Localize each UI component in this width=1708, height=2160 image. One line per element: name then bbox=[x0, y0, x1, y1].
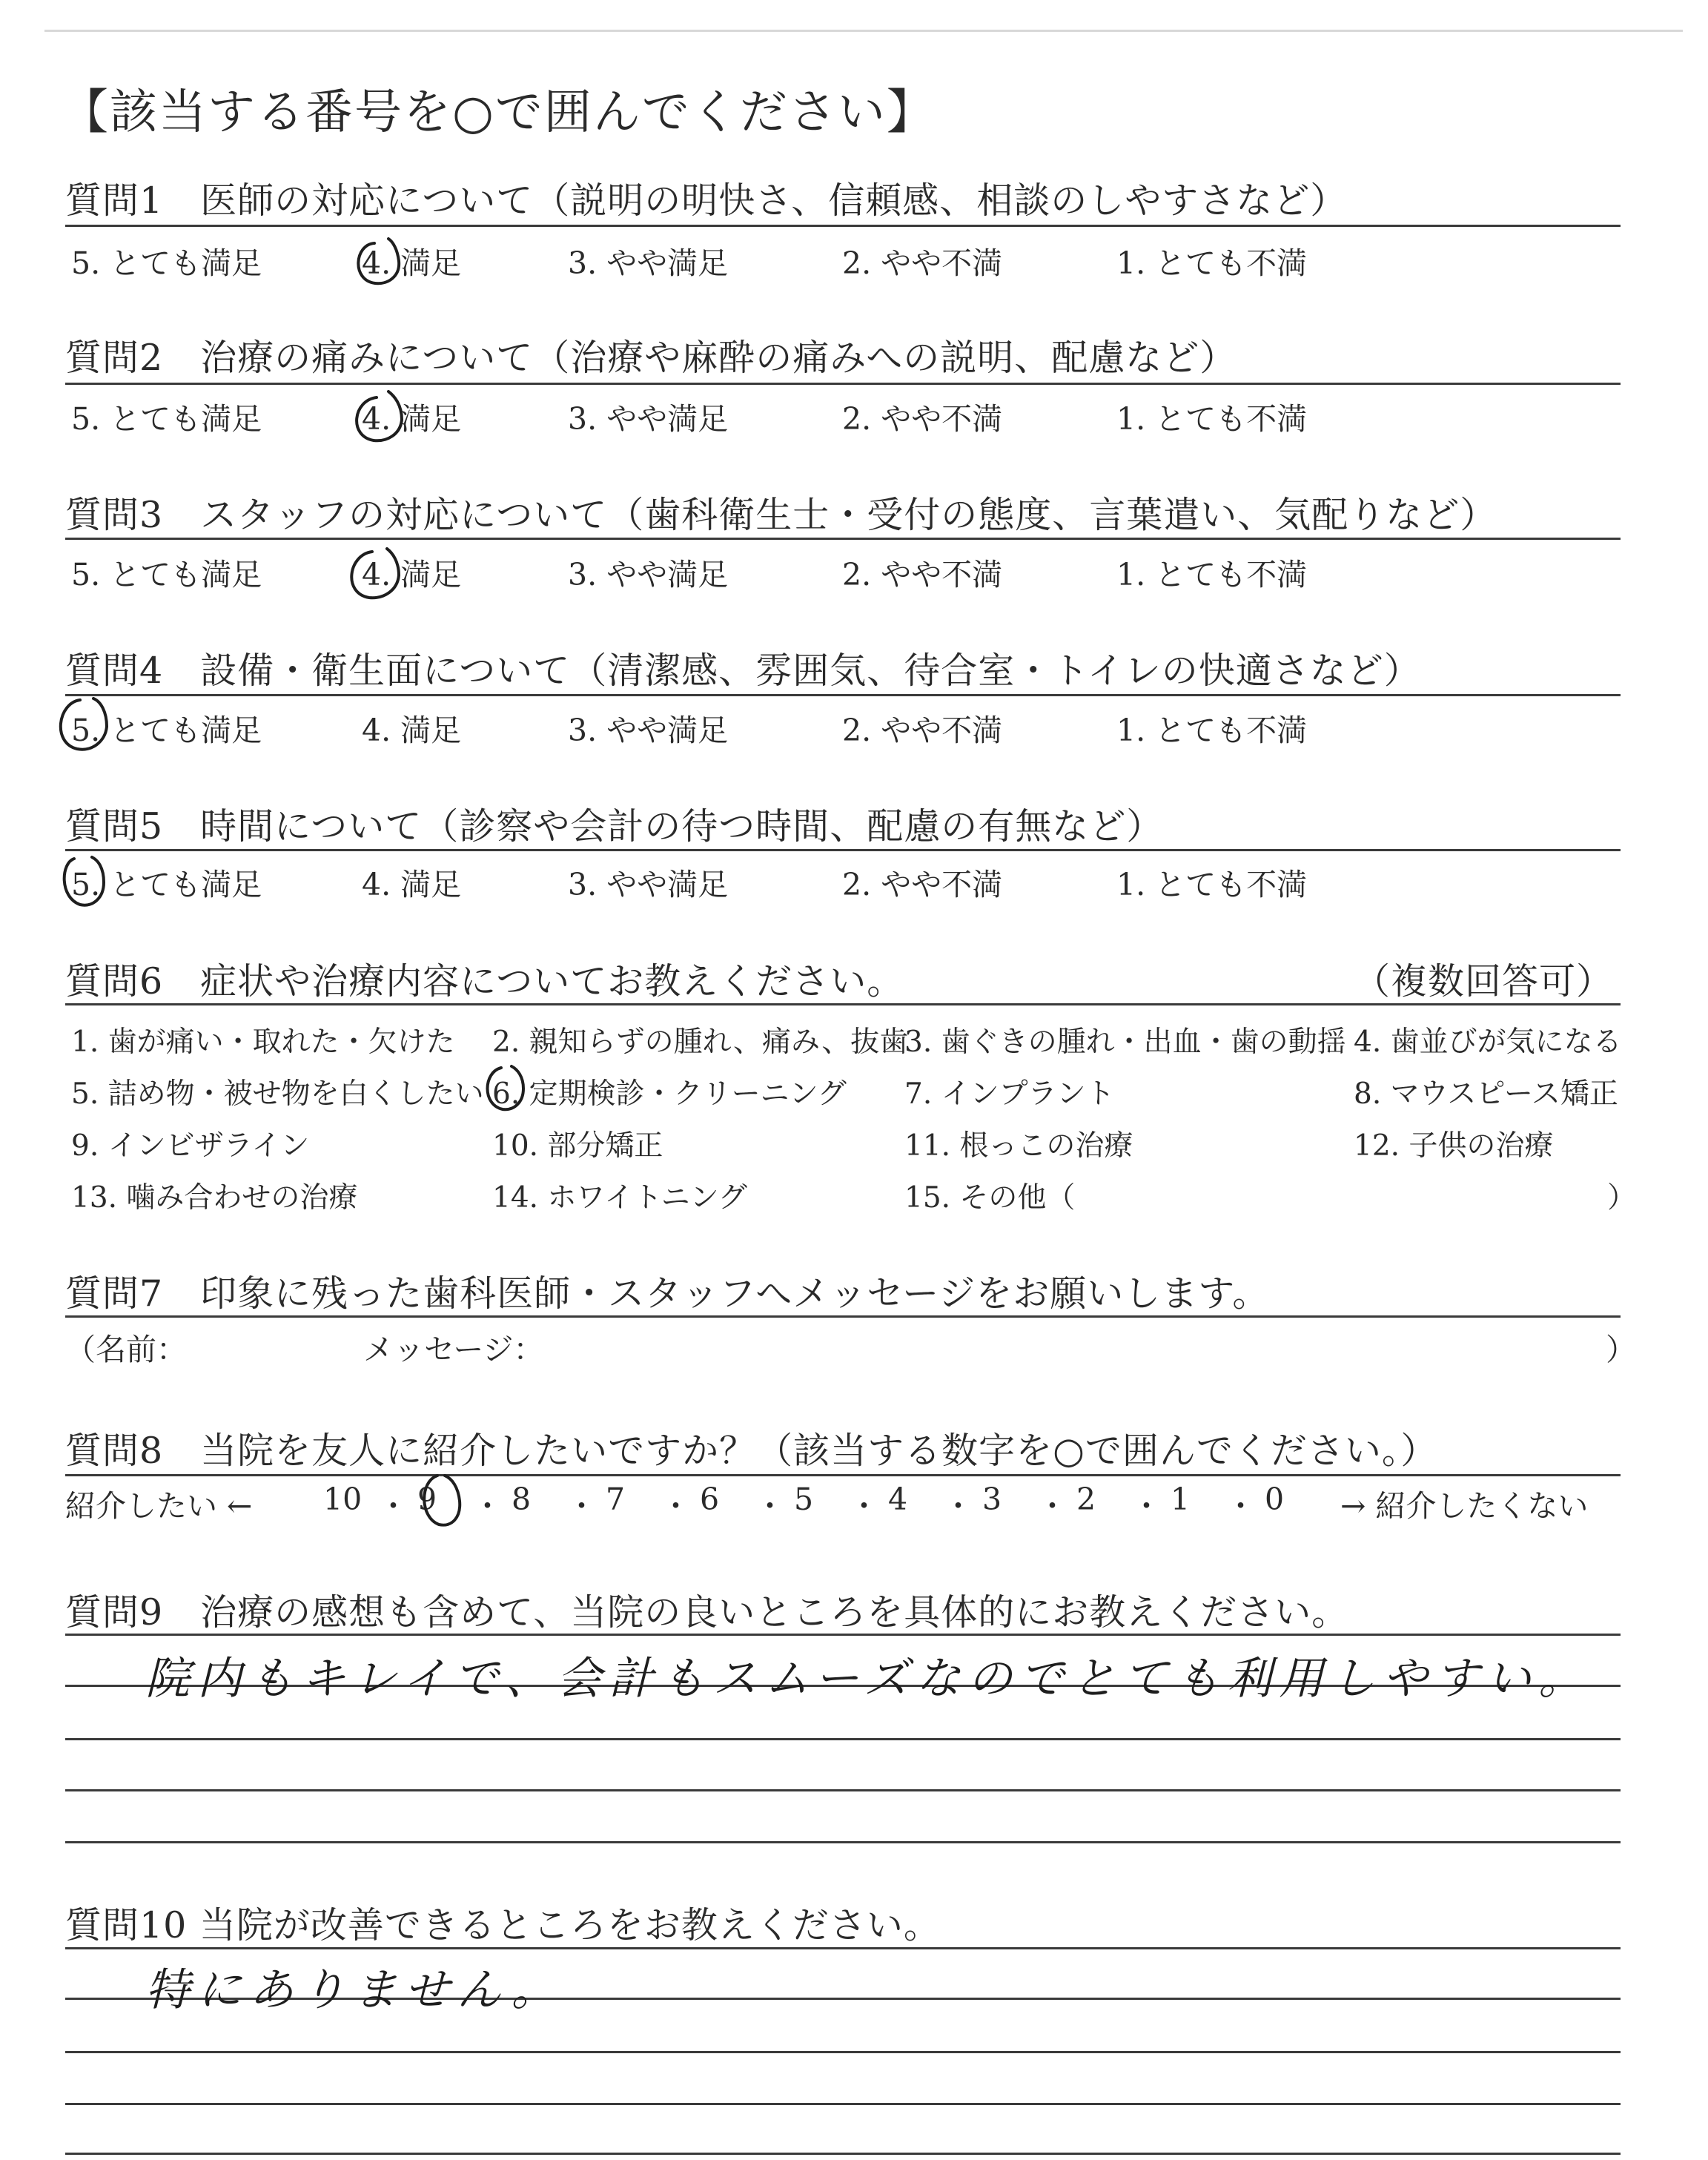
q6-option-10[interactable]: 10. 部分矯正 bbox=[492, 1129, 663, 1163]
q5-option-3[interactable]: 3. やや満足 bbox=[568, 867, 729, 902]
q9-handwritten-answer[interactable]: 院内もキレイで、会計もスムーズなのでとても利用しやすい。 bbox=[145, 1653, 1591, 1705]
q8-score-7[interactable]: 7 bbox=[606, 1482, 626, 1517]
question-7-rule bbox=[65, 1315, 1621, 1318]
q10-answer-line-1 bbox=[65, 1947, 1621, 1949]
q8-scale-separator: ・ bbox=[566, 1488, 597, 1524]
q10-handwritten-answer[interactable]: 特にありません。 bbox=[145, 1964, 563, 2016]
q10-answer-line-5 bbox=[65, 2153, 1621, 2155]
q8-right-label: → 紹介したくない bbox=[1340, 1488, 1589, 1524]
q4-option-4[interactable]: 4. 満足 bbox=[362, 713, 462, 748]
q4-option-1[interactable]: 1. とても不満 bbox=[1116, 713, 1308, 748]
q6-option-12[interactable]: 12. 子供の治療 bbox=[1354, 1129, 1554, 1163]
q8-score-9[interactable]: 9 bbox=[417, 1482, 437, 1517]
q8-scale-separator: ・ bbox=[849, 1488, 879, 1524]
q10-answer-line-3 bbox=[65, 2051, 1621, 2053]
q2-option-3[interactable]: 3. やや満足 bbox=[568, 401, 729, 437]
question-3-rule bbox=[65, 538, 1621, 540]
question-6-rule bbox=[65, 1003, 1621, 1005]
q9-answer-line-4 bbox=[65, 1789, 1621, 1791]
q1-option-3[interactable]: 3. やや満足 bbox=[568, 245, 729, 281]
q1-option-5[interactable]: 5. とても満足 bbox=[71, 245, 262, 281]
question-3-title: 質問3 スタッフの対応について（歯科衛生士・受付の態度、言葉遣い、気配りなど） bbox=[65, 494, 1497, 536]
q8-score-1[interactable]: 1 bbox=[1171, 1482, 1191, 1517]
q8-scale-separator: ・ bbox=[661, 1488, 691, 1524]
q8-scale-separator: ・ bbox=[472, 1488, 503, 1524]
q8-score-2[interactable]: 2 bbox=[1076, 1482, 1096, 1517]
q8-score-8[interactable]: 8 bbox=[512, 1482, 532, 1517]
q2-option-2[interactable]: 2. やや不満 bbox=[842, 401, 1003, 437]
q3-option-3[interactable]: 3. やや満足 bbox=[568, 557, 729, 592]
q6-option-15[interactable]: 15. その他（ bbox=[904, 1181, 1076, 1215]
q9-answer-line-1 bbox=[65, 1634, 1621, 1636]
q9-answer-line-3 bbox=[65, 1738, 1621, 1740]
q5-option-1[interactable]: 1. とても不満 bbox=[1116, 867, 1308, 902]
q8-score-0[interactable]: 0 bbox=[1265, 1482, 1285, 1517]
q7-close-paren: ） bbox=[1606, 1332, 1636, 1367]
q4-option-3[interactable]: 3. やや満足 bbox=[568, 713, 729, 748]
question-5-title: 質問5 時間について（診察や会計の待つ時間、配慮の有無など） bbox=[65, 805, 1164, 848]
q8-score-3[interactable]: 3 bbox=[982, 1482, 1002, 1517]
q4-option-5[interactable]: 5. とても満足 bbox=[71, 713, 262, 748]
q6-option-8[interactable]: 8. マウスピース矯正 bbox=[1354, 1077, 1618, 1111]
question-4-title: 質問4 設備・衛生面について（清潔感、雰囲気、待合室・トイレの快適さなど） bbox=[65, 650, 1421, 692]
q8-score-5[interactable]: 5 bbox=[794, 1482, 814, 1517]
q8-scale-separator: ・ bbox=[1037, 1488, 1068, 1524]
question-2-rule bbox=[65, 383, 1621, 385]
question-9-title: 質問9 治療の感想も含めて、当院の良いところを具体的にお教えください。 bbox=[65, 1591, 1349, 1634]
q6-option-2[interactable]: 2. 親知らずの腫れ、痛み、抜歯 bbox=[492, 1025, 909, 1059]
question-1-title: 質問1 医師の対応について（説明の明快さ、信頼感、相談のしやすさなど） bbox=[65, 179, 1348, 222]
question-5-rule bbox=[65, 849, 1621, 851]
q1-option-2[interactable]: 2. やや不満 bbox=[842, 245, 1003, 281]
question-4-rule bbox=[65, 694, 1621, 696]
question-8-title: 質問8 当院を友人に紹介したいですか？（該当する数字を○で囲んでください。） bbox=[65, 1430, 1438, 1472]
q3-option-2[interactable]: 2. やや不満 bbox=[842, 557, 1003, 592]
q6-option-7[interactable]: 7. インプラント bbox=[904, 1077, 1115, 1111]
q6-option-9[interactable]: 9. インビザライン bbox=[71, 1129, 310, 1163]
q8-scale-separator: ・ bbox=[755, 1488, 785, 1524]
q4-option-2[interactable]: 2. やや不満 bbox=[842, 713, 1003, 748]
q2-option-5[interactable]: 5. とても満足 bbox=[71, 401, 262, 437]
q5-option-5[interactable]: 5. とても満足 bbox=[71, 867, 262, 902]
q6-option-13[interactable]: 13. 噛み合わせの治療 bbox=[71, 1181, 358, 1215]
q8-score-4[interactable]: 4 bbox=[888, 1482, 908, 1517]
q3-option-4[interactable]: 4. 満足 bbox=[362, 557, 462, 592]
q8-scale-separator: ・ bbox=[1225, 1488, 1256, 1524]
q8-scale-separator: ・ bbox=[943, 1488, 973, 1524]
q6-option-5[interactable]: 5. 詰め物・被せ物を白くしたい bbox=[71, 1077, 484, 1111]
q5-option-4[interactable]: 4. 満足 bbox=[362, 867, 462, 902]
q6-option-4[interactable]: 4. 歯並びが気になる bbox=[1354, 1025, 1622, 1059]
question-8-rule bbox=[65, 1474, 1621, 1476]
q8-score-10[interactable]: 10 bbox=[323, 1482, 363, 1517]
q6-option-11[interactable]: 11. 根っこの治療 bbox=[904, 1129, 1133, 1163]
q1-option-1[interactable]: 1. とても不満 bbox=[1116, 245, 1308, 281]
q8-score-6[interactable]: 6 bbox=[700, 1482, 720, 1517]
question-7-title: 質問7 印象に残った歯科医師・スタッフへメッセージをお願いします。 bbox=[65, 1272, 1270, 1315]
page-header: 【該当する番号を○で囲んでください】 bbox=[61, 85, 936, 140]
q3-option-1[interactable]: 1. とても不満 bbox=[1116, 557, 1308, 592]
q6-option-1[interactable]: 1. 歯が痛い・取れた・欠けた bbox=[71, 1025, 455, 1059]
q8-scale-separator: ・ bbox=[1131, 1488, 1162, 1524]
q7-name-label: （名前： bbox=[65, 1332, 187, 1367]
question-6-note: （複数回答可） bbox=[1354, 960, 1614, 1003]
question-10-title: 質問10 当院が改善できるところをお教えください。 bbox=[65, 1904, 941, 1946]
q9-answer-line-5 bbox=[65, 1841, 1621, 1843]
q1-option-4[interactable]: 4. 満足 bbox=[362, 245, 462, 281]
question-6-title: 質問6 症状や治療内容についてお教えください。 bbox=[65, 960, 904, 1003]
q6-option-3[interactable]: 3. 歯ぐきの腫れ・出血・歯の動揺 bbox=[904, 1025, 1346, 1059]
q10-answer-line-4 bbox=[65, 2103, 1621, 2105]
q8-scale-separator: ・ bbox=[378, 1488, 408, 1524]
q6-option-15-close: ） bbox=[1607, 1181, 1637, 1215]
question-1-rule bbox=[65, 225, 1621, 227]
q3-option-5[interactable]: 5. とても満足 bbox=[71, 557, 262, 592]
q2-option-1[interactable]: 1. とても不満 bbox=[1116, 401, 1308, 437]
q2-option-4[interactable]: 4. 満足 bbox=[362, 401, 462, 437]
q6-option-14[interactable]: 14. ホワイトニング bbox=[492, 1181, 747, 1215]
question-2-title: 質問2 治療の痛みについて（治療や麻酔の痛みへの説明、配慮など） bbox=[65, 337, 1237, 379]
q8-left-label: 紹介したい ← bbox=[65, 1488, 253, 1524]
q6-option-6[interactable]: 6. 定期検診・クリーニング bbox=[492, 1077, 847, 1111]
q5-option-2[interactable]: 2. やや不満 bbox=[842, 867, 1003, 902]
page-top-edge bbox=[44, 30, 1683, 32]
q7-message-label: メッセージ： bbox=[363, 1332, 544, 1367]
